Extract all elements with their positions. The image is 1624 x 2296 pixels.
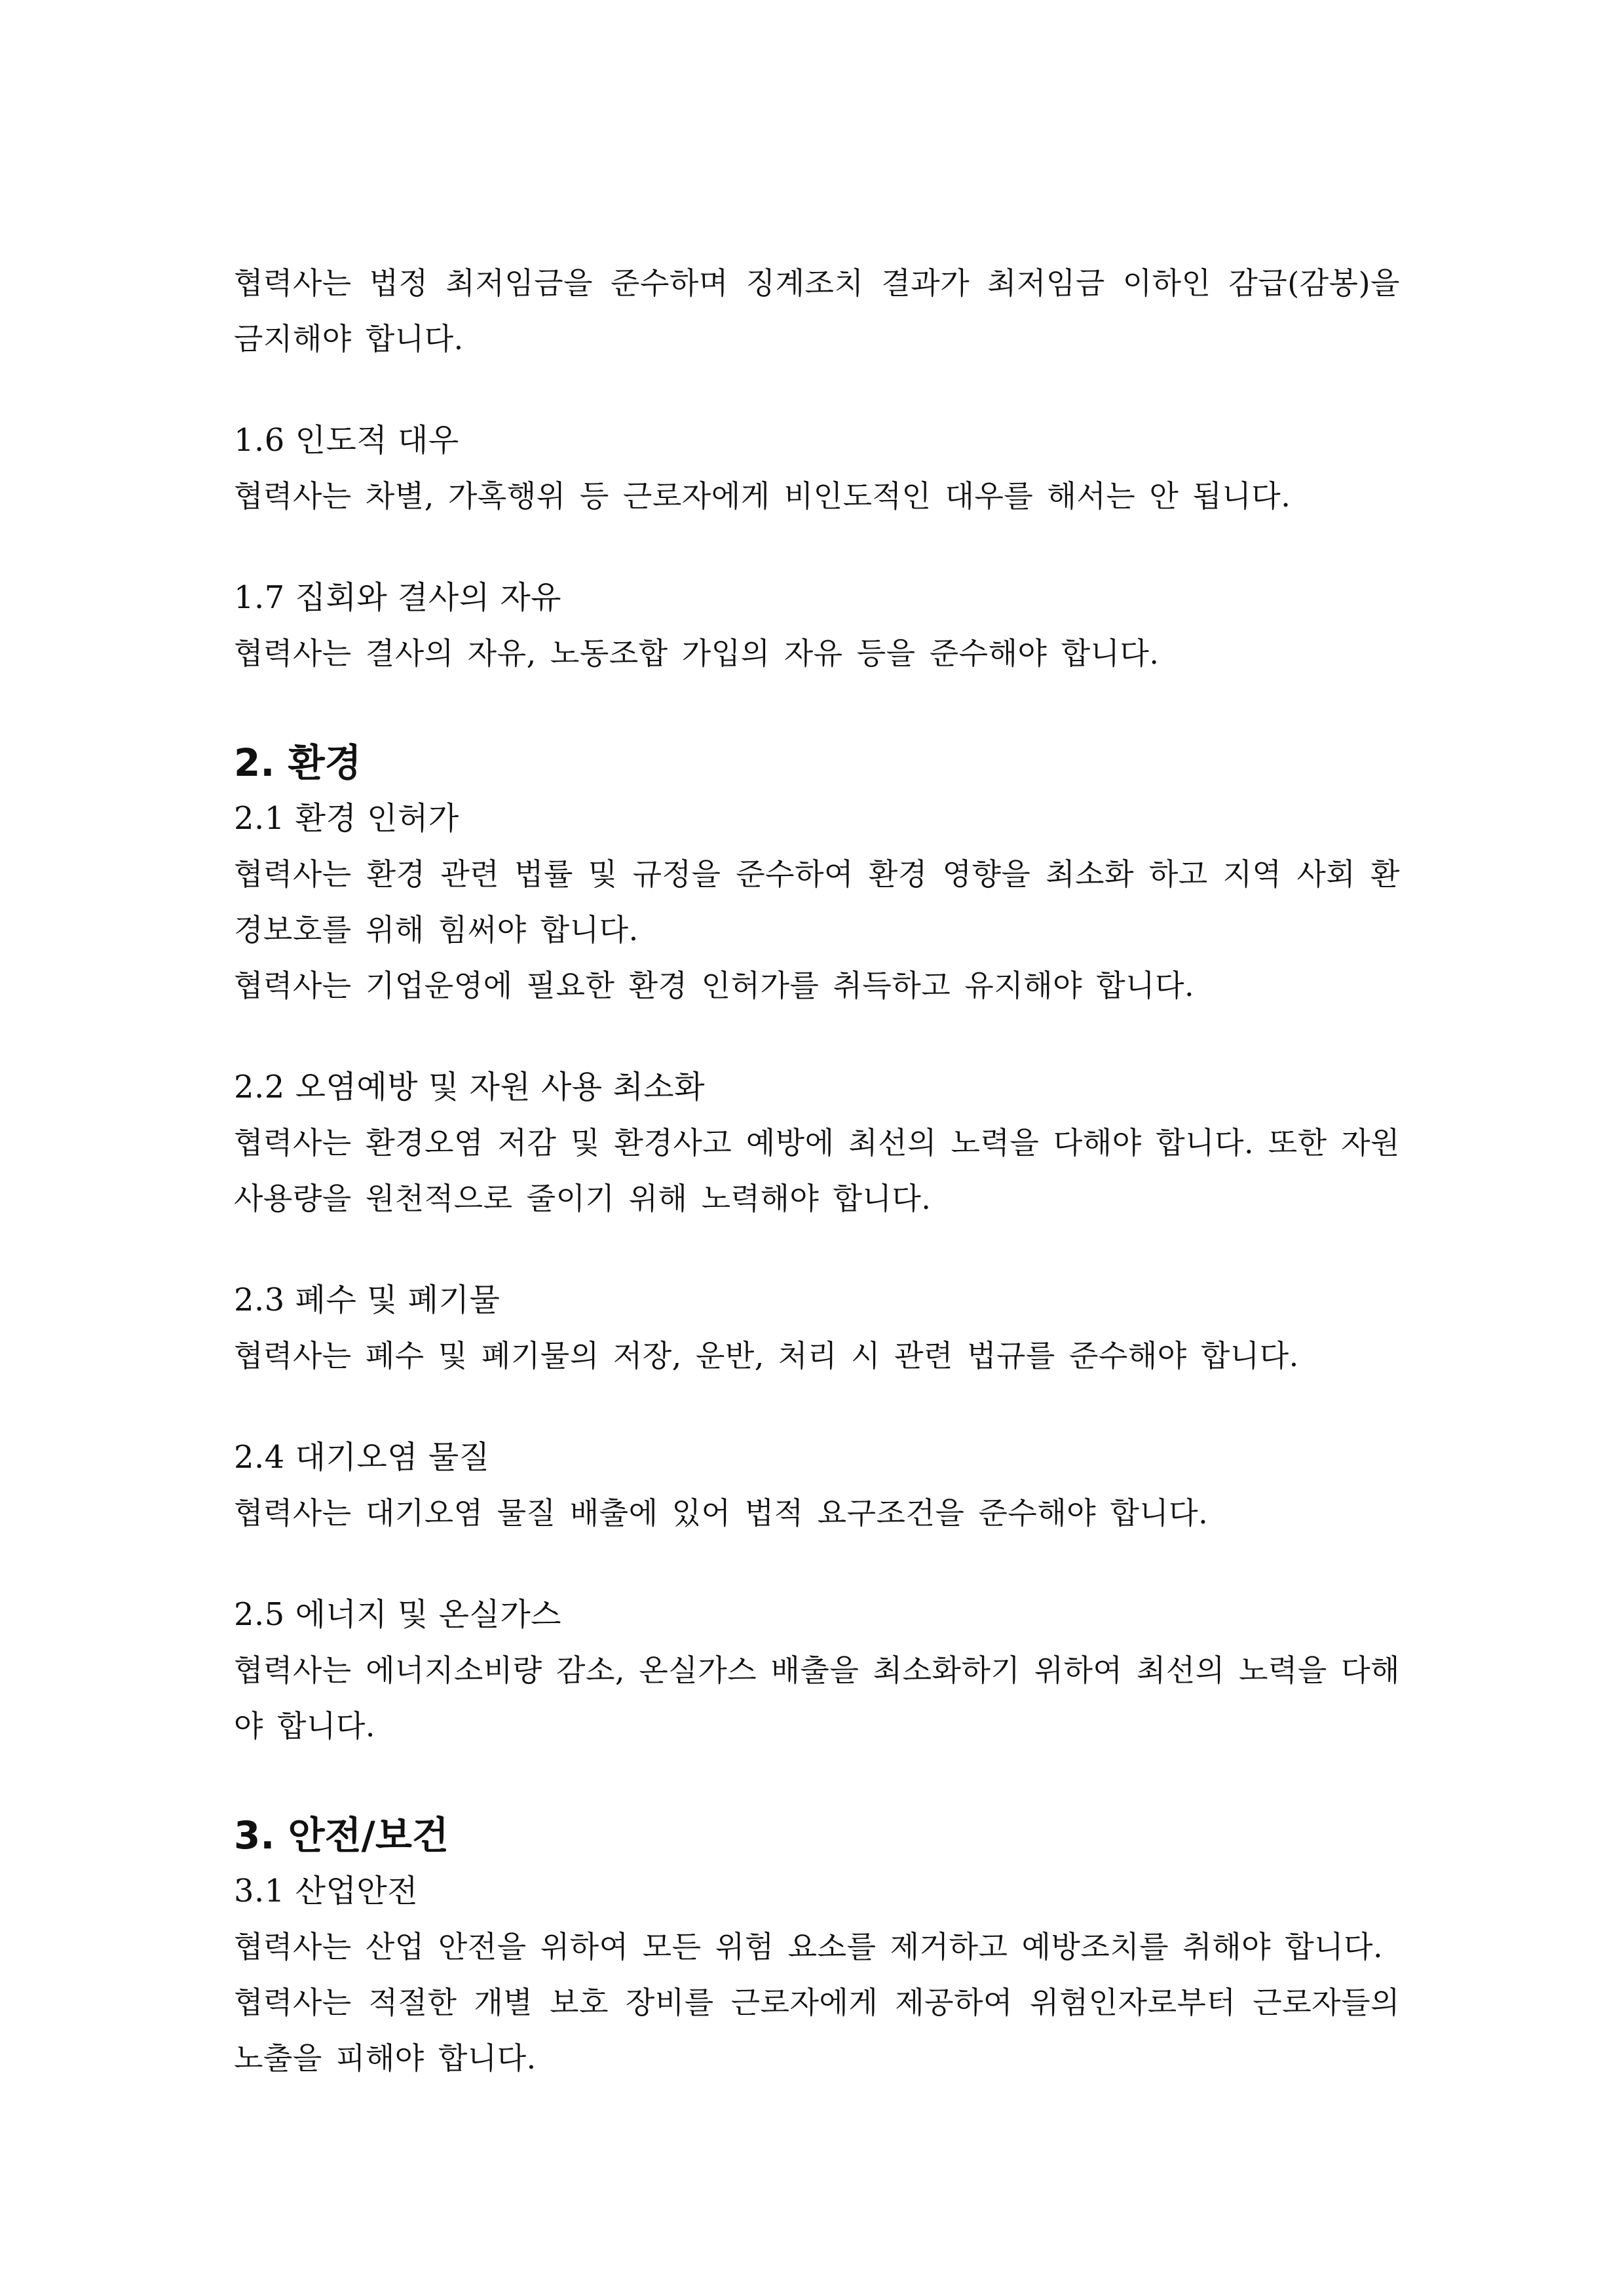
section-2-1-body-1: 협력사는 환경 관련 법률 및 규정을 준수하여 환경 영향을 최소화 하고 지역 사회 환경보호를 위해 힘써야 합니다. bbox=[234, 856, 1400, 947]
section-1-7-body: 협력사는 결사의 자유, 노동조합 가입의 자유 등을 준수해야 합니다. bbox=[234, 636, 1160, 671]
section-3-1-heading: 3.1 산업안전 bbox=[234, 1873, 419, 1909]
section-1-6-heading: 1.6 인도적 대우 bbox=[234, 422, 459, 459]
intro-paragraph: 협력사는 법정 최저임금을 준수하며 징계조치 결과가 최저임금 이하인 감급(감봉)을 금지해야 합니다. bbox=[234, 265, 1400, 356]
section-2-5-heading: 2.5 에너지 및 온실가스 bbox=[234, 1596, 562, 1633]
section-2-heading: 2. 환경 bbox=[234, 740, 362, 785]
document-page bbox=[234, 256, 1400, 2086]
section-3-1-body-2: 협력사는 적절한 개별 보호 장비를 근로자에게 제공하여 위험인자로부터 근로자들의 노출을 피해야 합니다. bbox=[234, 1985, 1400, 2076]
section-2-3-heading: 2.3 폐수 및 폐기물 bbox=[234, 1282, 500, 1318]
section-1-7-heading: 1.7 집회와 결사의 자유 bbox=[234, 579, 562, 616]
section-1-6-body: 협력사는 차별, 가혹행위 등 근로자에게 비인도적인 대우를 해서는 안 됩니다. bbox=[234, 478, 1291, 514]
section-2-2-heading: 2.2 오염예방 및 자원 사용 최소화 bbox=[234, 1069, 706, 1105]
section-2-1-heading: 2.1 환경 인허가 bbox=[234, 800, 459, 837]
section-3-1-body-1: 협력사는 산업 안전을 위하여 모든 위험 요소를 제거하고 예방조치를 취해야 합니다. bbox=[234, 1929, 1384, 1964]
section-3-heading: 3. 안전/보건 bbox=[234, 1813, 449, 1858]
section-2-5-body: 협력사는 에너지소비량 감소, 온실가스 배출을 최소화하기 위하여 최선의 노력을 다해야 합니다. bbox=[234, 1653, 1400, 1744]
section-2-2-body: 협력사는 환경오염 저감 및 환경사고 예방에 최선의 노력을 다해야 합니다. 또한 자원 사용량을 원천적으로 줄이기 위해 노력해야 합니다. bbox=[234, 1125, 1400, 1216]
section-2-4-heading: 2.4 대기오염 물질 bbox=[234, 1439, 490, 1476]
section-2-3-body: 협력사는 폐수 및 폐기물의 저장, 운반, 처리 시 관련 법규를 준수해야 합니다. bbox=[234, 1338, 1299, 1373]
section-2-4-body: 협력사는 대기오염 물질 배출에 있어 법적 요구조건을 준수해야 합니다. bbox=[234, 1495, 1209, 1531]
section-2-1-body-2: 협력사는 기업운영에 필요한 환경 인허가를 취득하고 유지해야 합니다. bbox=[234, 968, 1195, 1003]
